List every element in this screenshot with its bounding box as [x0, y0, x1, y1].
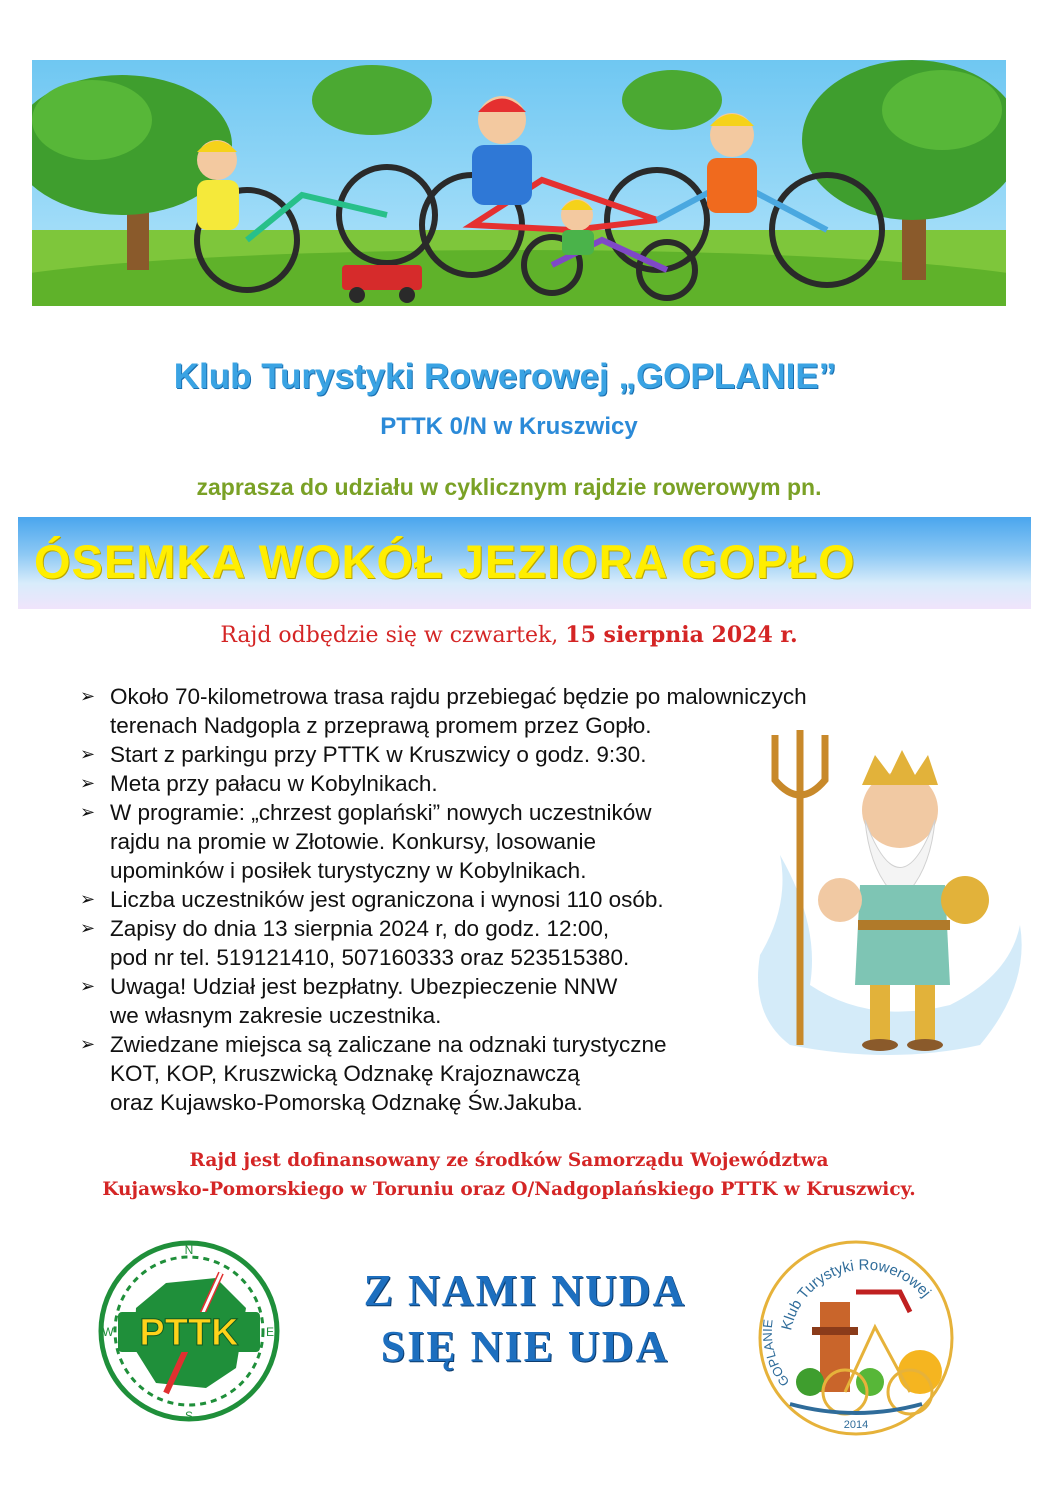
goplanie-arc-label: Klub Turystyki Rowerowej: [778, 1256, 935, 1332]
pttk-compass-logo: [96, 1238, 282, 1424]
date-prefix: Rajd odbędzie się w czwartek,: [220, 623, 566, 648]
club-subtitle: PTTK 0/N w Kruszwicy: [380, 413, 638, 440]
event-date-line: [0, 622, 1018, 648]
detail-line: Zwiedzane miejsca są zaliczane na odznaki turystyczne: [110, 1032, 667, 1057]
compass-s: S: [184, 1409, 194, 1423]
pttk-text: PTTK: [139, 1312, 239, 1354]
detail-line: upominków i posiłek turystyczny w Kobylnikach.: [110, 858, 587, 883]
slogan-line: SIĘ NIE UDA: [380, 1322, 670, 1371]
detail-line: we własnym zakresie uczestnika.: [110, 1003, 442, 1028]
detail-line: Start z parkingu przy PTTK w Kruszwicy o godz. 9:30.: [110, 742, 647, 767]
detail-line: Około 70-kilometrowa trasa rajdu przebiegać będzie po malowniczych: [110, 684, 807, 709]
funding-line: Kujawsko-Pomorskiego w Toruniu oraz O/Nadgoplańskiego PTTK w Kruszwicy.: [102, 1179, 916, 1200]
goplanie-club-logo: [750, 1232, 962, 1444]
pttk-logo: [96, 1238, 282, 1424]
arrow-bullet-icon: ➢: [80, 976, 96, 996]
compass-n: N: [184, 1243, 194, 1257]
detail-line: Uwaga! Udział jest bezpłatny. Ubezpieczenie NNW: [110, 974, 618, 999]
arrow-bullet-icon: ➢: [80, 918, 96, 938]
arrow-bullet-icon: ➢: [80, 1034, 96, 1054]
arrow-bullet-icon: ➢: [80, 802, 96, 822]
detail-line: W programie: „chrzest goplański” nowych uczestników: [110, 800, 652, 825]
event-title: ÓSEMKA WOKÓŁ JEZIORA GOPŁO: [34, 535, 856, 588]
family-cycling-banner: [32, 60, 1006, 306]
slogan-line: Z NAMI NUDA: [363, 1266, 687, 1315]
arrow-bullet-icon: ➢: [80, 686, 96, 706]
event-date: 15 sierpnia 2024 r.: [565, 622, 798, 648]
detail-line: rajdu na promie w Złotowie. Konkursy, losowanie: [110, 829, 597, 854]
funding-line: Rajd jest dofinansowany ze środków Samorządu Województwa: [189, 1150, 829, 1171]
goplanie-logo: [750, 1232, 962, 1444]
arrow-bullet-icon: ➢: [80, 744, 96, 764]
neptune-trident-icon: [750, 725, 1030, 1060]
compass-w: W: [102, 1325, 114, 1339]
detail-line: Liczba uczestników jest ograniczona i wynosi 110 osób.: [110, 887, 664, 912]
compass-e: E: [265, 1325, 275, 1339]
invitation-text: zaprasza do udziału w cyklicznym rajdzie rowerowym pn.: [196, 474, 822, 500]
goplanie-year: 2014: [843, 1419, 869, 1431]
detail-line: terenach Nadgopla z przeprawą promem przez Gopło.: [110, 713, 652, 738]
detail-line: oraz Kujawsko-Pomorską Odznakę Św.Jakuba.: [110, 1090, 583, 1115]
goplanie-side-label: GOPLANIE: [759, 1318, 793, 1390]
funding-note: [0, 1146, 1018, 1204]
detail-line: KOT, KOP, Kruszwicką Odznakę Krajoznawczą: [110, 1061, 580, 1086]
slogan: [290, 1263, 760, 1375]
detail-line: Meta przy pałacu w Kobylnikach.: [110, 771, 438, 796]
family-cycling-illustration: [32, 60, 1006, 306]
neptune-illustration: [750, 725, 1030, 1060]
detail-line: pod nr tel. 519121410, 507160333 oraz 523515380.: [110, 945, 630, 970]
club-title: Klub Turystyki Rowerowej „GOPLANIE”: [173, 357, 837, 396]
detail-line: Zapisy do dnia 13 sierpnia 2024 r, do godz. 12:00,: [110, 916, 610, 941]
arrow-bullet-icon: ➢: [80, 773, 96, 793]
arrow-bullet-icon: ➢: [80, 889, 96, 909]
